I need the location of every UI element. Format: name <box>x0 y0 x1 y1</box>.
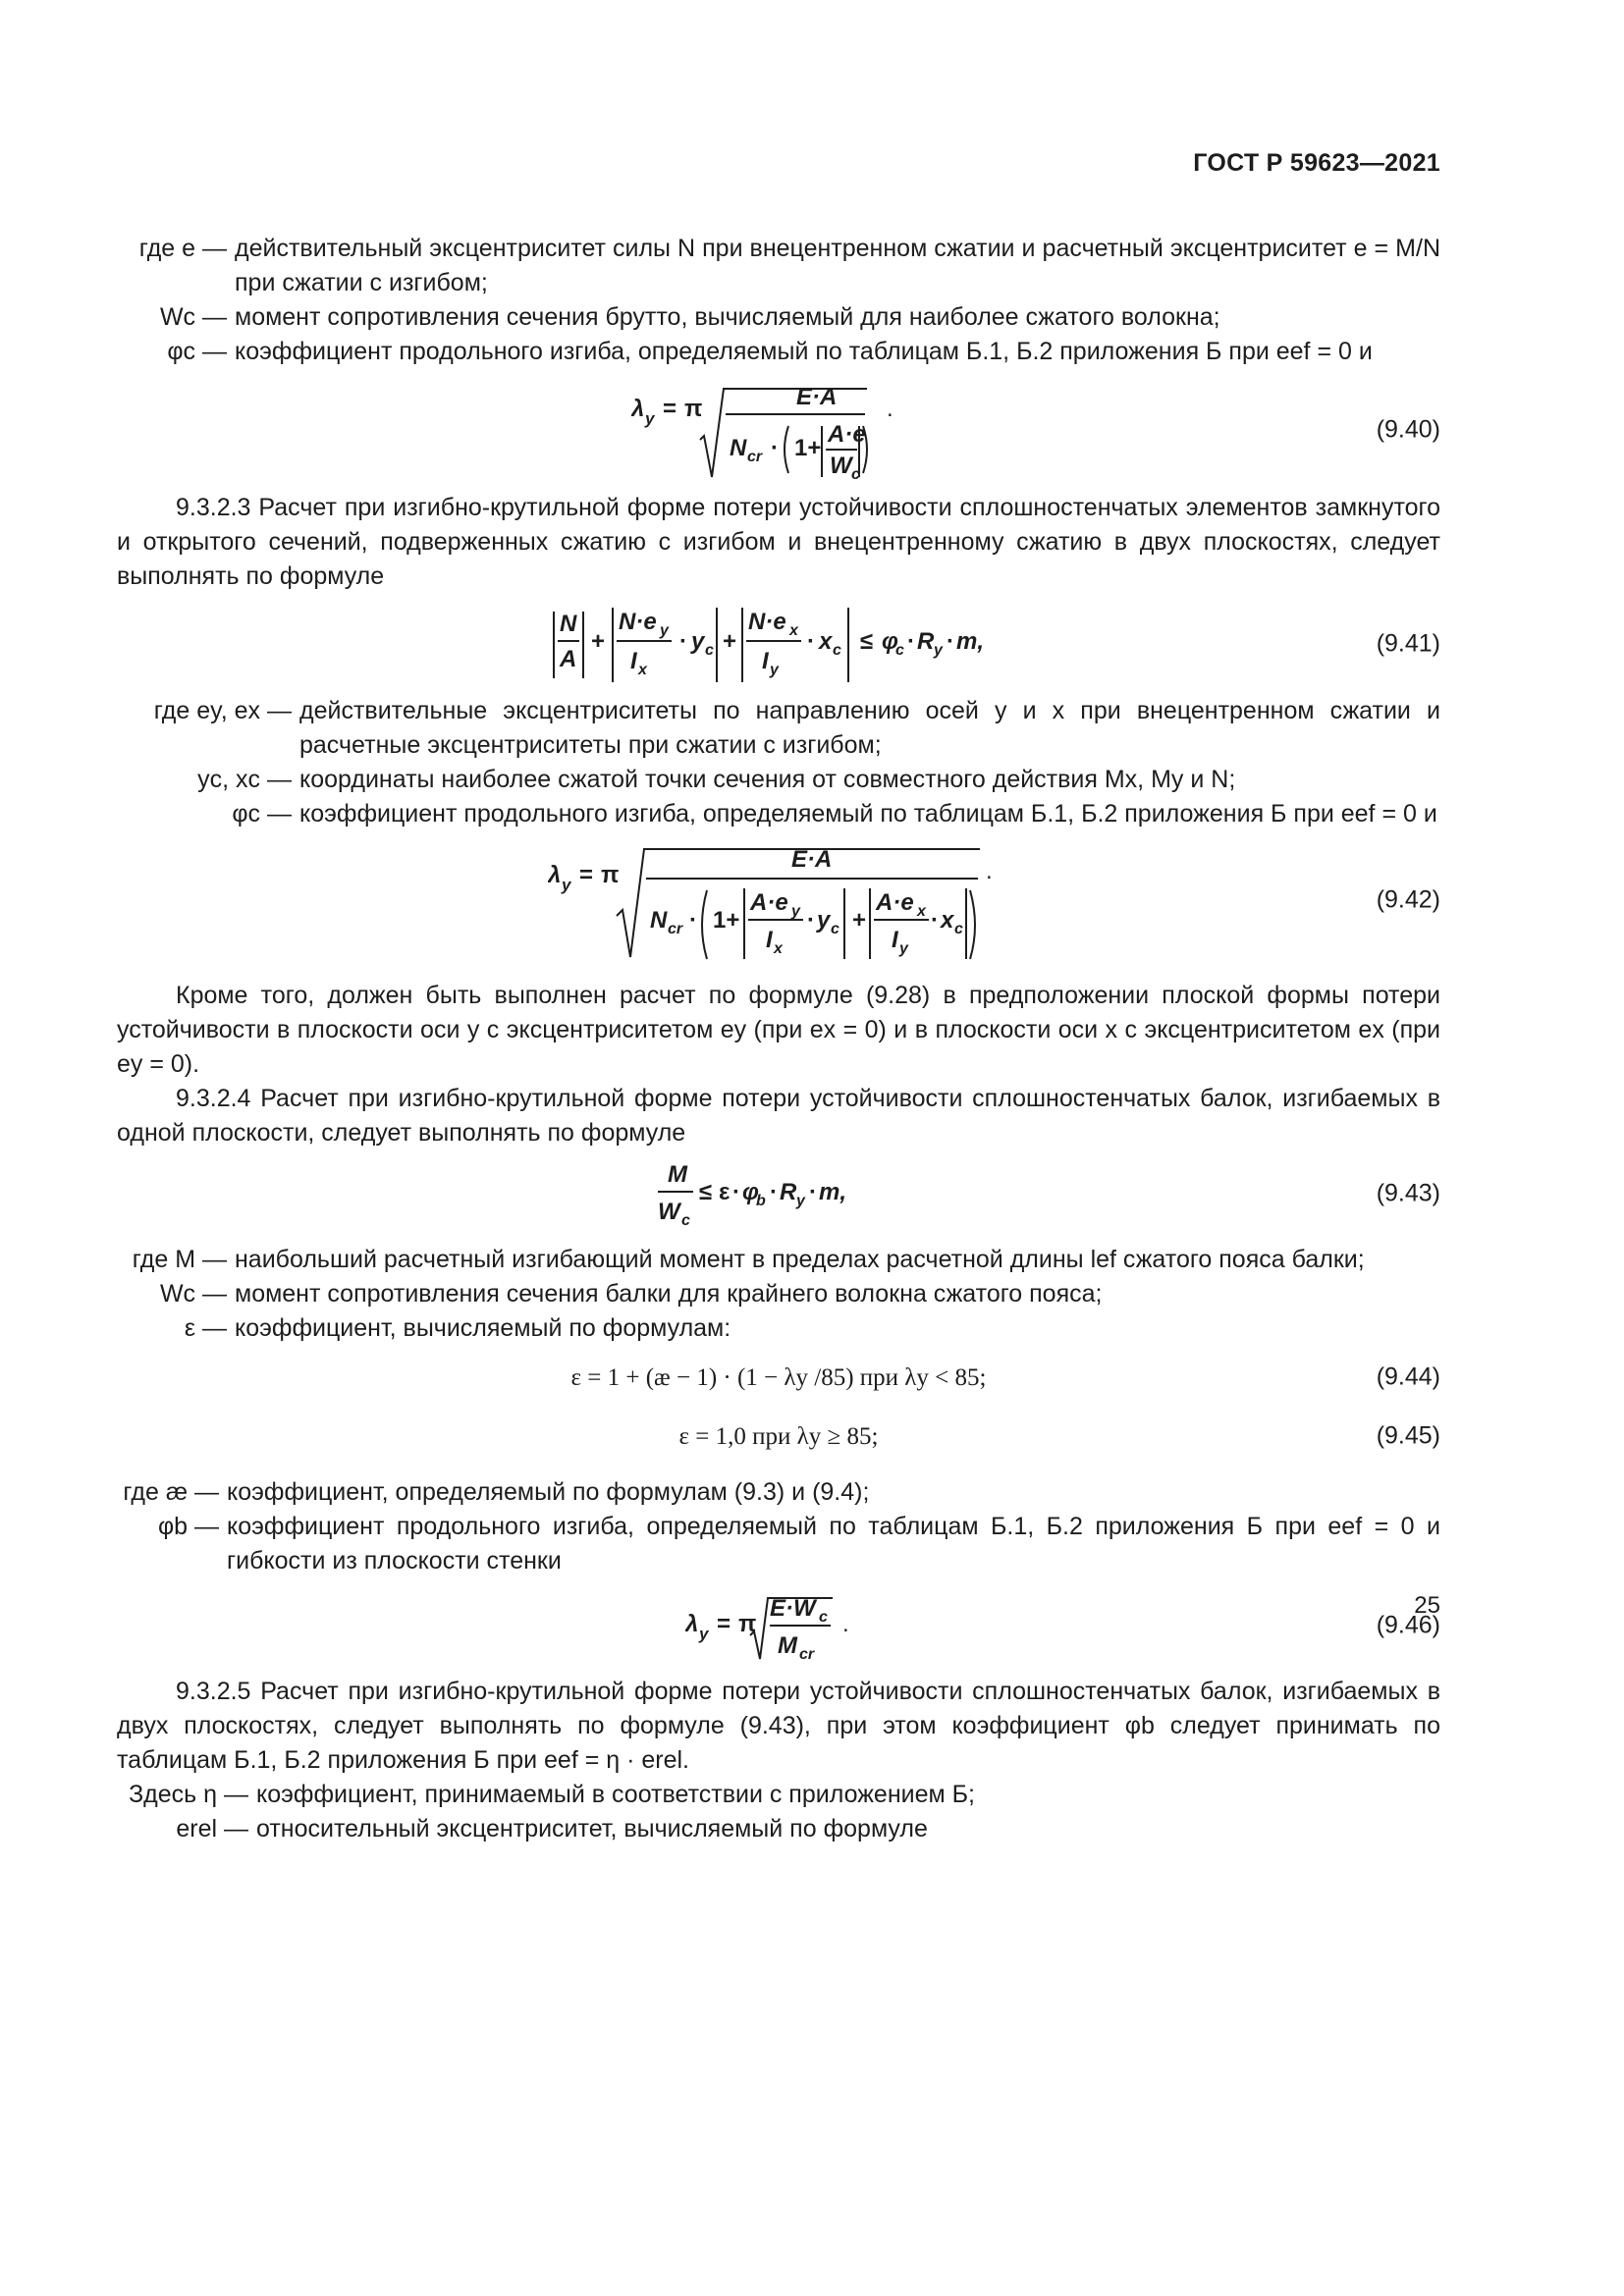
svg-text:N: N <box>560 611 577 637</box>
svg-text:=: = <box>717 1611 731 1637</box>
svg-text:·: · <box>732 1179 740 1205</box>
document-header: ГОСТ Р 59623—2021 <box>1193 149 1440 177</box>
svg-text:ε: ε <box>719 1179 731 1205</box>
paragraph-9-3-2-3: 9.3.2.3 Расчет при изгибно-крутильной форме потери устойчивости сплошностенчатых элементов замкнутого и открытого сечений, подверженных сжатию с изгибом и внецентренному сжатию в двух плоскостях, следует выполнять по формуле <box>117 494 1440 590</box>
svg-text:·: · <box>807 628 815 655</box>
svg-text:R: R <box>917 628 935 655</box>
svg-text:cr: cr <box>799 1646 815 1663</box>
svg-text:π: π <box>601 862 620 888</box>
svg-text:E·W: E·W <box>770 1595 816 1622</box>
definition-row <box>117 1475 1440 1510</box>
svg-text:x: x <box>917 903 926 920</box>
definition-term: φc — <box>167 338 227 365</box>
svg-text:y: y <box>791 903 800 920</box>
definition-term: Здесь η — <box>129 1781 248 1808</box>
definition-term: где e — <box>138 235 227 262</box>
definition-text: действительный эксцентриситет силы N при внецентренном сжатии и расчетный эксцентриситет e = M/N при сжатии с изгибом; <box>235 235 1440 296</box>
definition-text: коэффициент, вычисляемый по формулам: <box>235 1314 731 1342</box>
svg-text:y: y <box>817 907 831 934</box>
page-content <box>117 232 1440 1846</box>
svg-text:·: · <box>807 907 815 934</box>
svg-text:I: I <box>630 648 637 674</box>
svg-text:c: c <box>705 642 714 659</box>
svg-text:≤: ≤ <box>699 1179 713 1205</box>
definition-term: где æ — <box>123 1478 219 1506</box>
svg-text:1+: 1+ <box>713 907 740 934</box>
svg-text:c: c <box>895 642 904 659</box>
definitions-list <box>117 1475 1440 1578</box>
svg-text:x: x <box>638 662 647 678</box>
svg-text:y: y <box>660 622 669 639</box>
svg-text:y: y <box>934 642 943 659</box>
definition-term: φb — <box>157 1513 219 1540</box>
definition-text: момент сопротивления сечения брутто, вычисляемый для наиболее сжатого волокна; <box>235 303 1220 331</box>
svg-text:y: y <box>699 1625 709 1643</box>
svg-text:m,: m, <box>819 1179 847 1205</box>
definition-term: φc — <box>232 800 292 828</box>
svg-text:·: · <box>907 628 915 655</box>
definition-text: коэффициент продольного изгиба, определяемый по таблицам Б.1, Б.2 приложения Б при eef = 0 и гибкости из плоскости стенки <box>227 1513 1440 1575</box>
svg-text:y: y <box>899 940 908 957</box>
svg-text:x: x <box>819 628 833 655</box>
formula-9-40 <box>117 375 1440 485</box>
svg-text:·: · <box>679 628 687 655</box>
svg-text:c: c <box>831 921 839 937</box>
definition-text: коэффициент, принимаемый в соответствии с приложением Б; <box>256 1781 975 1808</box>
definition-row <box>117 1510 1440 1578</box>
definition-row <box>117 1277 1440 1311</box>
definition-row <box>117 1243 1440 1277</box>
svg-text:R: R <box>780 1179 797 1205</box>
svg-text:φ: φ <box>742 1179 759 1205</box>
formula-9-45-text: ε = 1,0 при λy ≥ 85; <box>678 1422 879 1450</box>
formula-9-43-image <box>656 1154 901 1233</box>
svg-text:x: x <box>941 907 954 934</box>
svg-text:A·e: A·e <box>828 421 866 448</box>
svg-text:=: = <box>579 862 594 888</box>
svg-text:A·e: A·e <box>876 889 914 916</box>
formula-9-42 <box>117 837 1440 963</box>
svg-text:I: I <box>762 648 769 674</box>
definition-term: erel — <box>176 1815 248 1842</box>
definition-text: относительный эксцентриситет, вычисляемый по формуле <box>256 1815 928 1842</box>
svg-text:c: c <box>851 466 860 483</box>
definition-row <box>117 335 1440 369</box>
definition-row <box>117 763 1440 797</box>
svg-text:A·e: A·e <box>750 889 788 916</box>
definition-text: коэффициент продольного изгиба, определяемый по таблицам Б.1, Б.2 приложения Б при eef = 0 и <box>235 338 1373 365</box>
svg-text:c: c <box>954 921 963 937</box>
formula-9-42-image <box>548 837 1009 963</box>
equation-number: (9.44) <box>1376 1362 1440 1391</box>
formula-9-44 <box>117 1350 1440 1405</box>
svg-text:N: N <box>730 435 747 461</box>
definitions-list <box>117 694 1440 831</box>
svg-text:·: · <box>809 1179 817 1205</box>
svg-text:·: · <box>771 435 779 461</box>
svg-text:x: x <box>774 940 783 957</box>
definition-row <box>117 694 1440 763</box>
svg-text:y: y <box>796 1193 805 1209</box>
definitions-list <box>117 1778 1440 1846</box>
definitions-list <box>117 232 1440 369</box>
svg-text:cr: cr <box>747 449 763 465</box>
svg-text:I: I <box>766 927 773 953</box>
svg-text:=: = <box>663 396 677 422</box>
definition-term: ε — <box>184 1314 227 1342</box>
svg-text:1+: 1+ <box>794 435 822 461</box>
formula-9-43 <box>117 1154 1440 1233</box>
svg-text:m,: m, <box>956 628 985 655</box>
svg-text:E·A: E·A <box>791 846 833 873</box>
equation-number: (9.42) <box>1376 885 1440 914</box>
svg-text:+: + <box>723 628 737 655</box>
svg-text:·: · <box>947 628 954 655</box>
formula-9-40-image <box>631 375 926 485</box>
definition-row <box>117 232 1440 300</box>
equation-number: (9.45) <box>1376 1421 1440 1450</box>
svg-text:W: W <box>658 1199 680 1225</box>
svg-text:+: + <box>591 628 606 655</box>
svg-text:λ: λ <box>685 1611 699 1637</box>
svg-text:I: I <box>892 927 898 953</box>
equation-number: (9.40) <box>1376 415 1440 444</box>
definitions-list <box>117 1243 1440 1346</box>
svg-text:y: y <box>770 662 779 678</box>
definition-term: Wc — <box>159 1280 227 1308</box>
svg-text:y: y <box>691 628 705 655</box>
definition-text: действительные эксцентриситеты по направлению осей y и x при внецентренном сжатии и расчетные эксцентриситеты при сжатии с изгибом; <box>299 697 1440 759</box>
svg-text:c: c <box>833 642 841 659</box>
formula-9-46 <box>117 1586 1440 1665</box>
svg-text:N·e: N·e <box>748 609 786 635</box>
svg-text:φ: φ <box>882 628 898 655</box>
definition-text: коэффициент продольного изгиба, определяемый по таблицам Б.1, Б.2 приложения Б при eef = 0 и <box>299 800 1437 828</box>
paragraph-besides: Кроме того, должен быть выполнен расчет по формуле (9.28) в предположении плоской формы потери устойчивости в плоскости оси y с эксцентриситетом ey (при ex = 0) и в плоскости оси x с эксцентриситетом ex (при ey = 0). <box>117 982 1440 1078</box>
svg-text:x: x <box>789 622 798 639</box>
definition-row <box>117 1311 1440 1346</box>
svg-text:+: + <box>852 907 867 934</box>
definition-text: наибольший расчетный изгибающий момент в пределах расчетной длины lef сжатого пояса балки; <box>235 1246 1365 1273</box>
svg-text:·: · <box>689 907 697 934</box>
svg-text:N·e: N·e <box>619 609 657 635</box>
formula-9-46-image <box>685 1586 872 1665</box>
svg-text:y: y <box>645 409 655 428</box>
svg-text:y: y <box>562 876 571 894</box>
svg-text:λ: λ <box>548 862 562 888</box>
equation-number: (9.41) <box>1376 629 1440 658</box>
formula-9-45 <box>117 1405 1440 1468</box>
svg-text:π: π <box>738 1611 757 1637</box>
svg-text:W: W <box>830 453 852 479</box>
svg-text:c: c <box>681 1212 690 1229</box>
paragraph-9-3-2-5: 9.3.2.5 Расчет при изгибно-крутильной форме потери устойчивости сплошностенчатых балок, изгибаемых в двух плоскостях, следует выполнять по формуле (9.43), при этом коэффициент φb следует принимать по таблицам Б.1, Б.2 приложения Б при eef = η · erel. <box>117 1678 1440 1774</box>
formula-9-41 <box>117 600 1440 688</box>
definition-term: где ey, ex — <box>153 697 292 724</box>
definition-text: момент сопротивления сечения балки для крайнего волокна сжатого пояса; <box>235 1280 1103 1308</box>
definition-row <box>117 300 1440 335</box>
definition-row <box>117 1778 1440 1812</box>
svg-text:.: . <box>887 396 893 422</box>
equation-number: (9.46) <box>1376 1611 1440 1639</box>
svg-text:E·A: E·A <box>796 384 838 410</box>
definition-row <box>117 797 1440 831</box>
svg-text:≤: ≤ <box>860 628 874 655</box>
svg-text:λ: λ <box>631 396 645 422</box>
svg-text:·: · <box>931 907 939 934</box>
svg-text:.: . <box>986 858 993 884</box>
definition-term: yc, xc — <box>197 766 292 793</box>
definition-row <box>117 1812 1440 1846</box>
formula-9-41-image <box>548 600 1009 688</box>
formula-9-44-text: ε = 1 + (æ − 1) · (1 − λy /85) при λy < 85; <box>570 1363 987 1391</box>
page-number: 25 <box>1414 1592 1440 1619</box>
svg-text:cr: cr <box>668 921 683 937</box>
svg-text:b: b <box>756 1193 766 1209</box>
svg-text:M: M <box>668 1161 687 1188</box>
svg-text:c: c <box>819 1609 828 1626</box>
svg-text:.: . <box>842 1611 849 1637</box>
definition-text: коэффициент, определяемый по формулам (9.3) и (9.4); <box>227 1478 870 1506</box>
definition-text: координаты наиболее сжатой точки сечения от совместного действия Mx, My и N; <box>299 766 1236 793</box>
svg-text:N: N <box>650 907 668 934</box>
svg-text:·: · <box>770 1179 778 1205</box>
svg-text:π: π <box>684 396 703 422</box>
svg-text:M: M <box>778 1632 797 1659</box>
svg-text:A: A <box>560 646 577 672</box>
definition-term: Wc — <box>159 303 227 331</box>
definition-term: где M — <box>132 1246 227 1273</box>
equation-number: (9.43) <box>1376 1179 1440 1207</box>
paragraph-9-3-2-4: 9.3.2.4 Расчет при изгибно-крутильной форме потери устойчивости сплошностенчатых балок, изгибаемых в одной плоскости, следует выполнять по формуле <box>117 1085 1440 1147</box>
